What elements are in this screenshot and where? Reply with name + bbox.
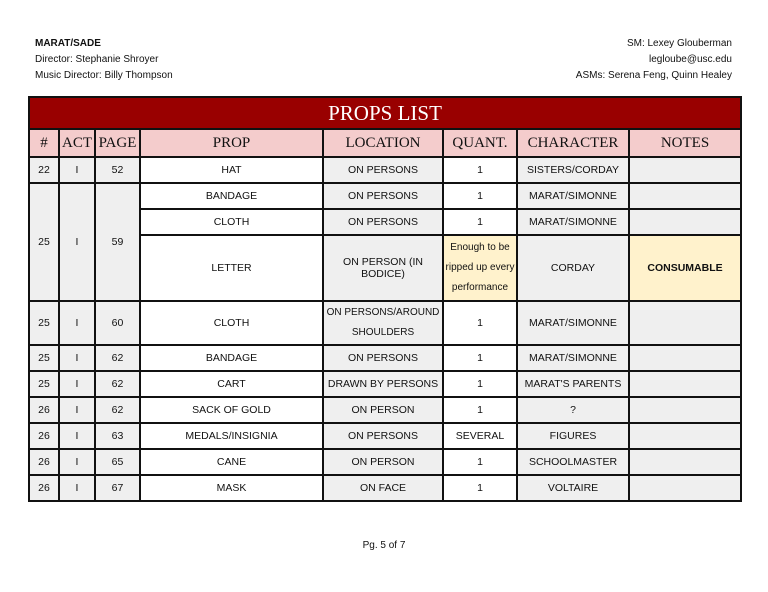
act-cell: I [59,345,95,371]
prop-cell: CLOTH [140,209,323,235]
column-header: CHARACTER [517,129,629,157]
num-cell: 22 [29,157,59,183]
prop-cell: CLOTH [140,301,323,345]
column-header: ACT [59,129,95,157]
quant-cell: 1 [443,397,517,423]
table-row [29,345,741,371]
table-row [29,449,741,475]
table-title: PROPS LIST [29,97,741,129]
column-header: PAGE [95,129,140,157]
column-header: QUANT. [443,129,517,157]
director-line: Director: Stephanie Shroyer [35,54,159,65]
act-cell: I [59,449,95,475]
character-cell: MARAT/SIMONNE [517,345,629,371]
character-cell: MARAT/SIMONNE [517,183,629,209]
page-number: Pg. 5 of 7 [362,540,406,551]
quant-cell: 1 [443,371,517,397]
table-row [29,423,741,449]
quant-cell: 1 [443,345,517,371]
column-header-row [29,129,741,157]
quant-cell: 1 [443,209,517,235]
page-cell: 65 [95,449,140,475]
location-cell: ON FACE [323,475,443,501]
quant-cell: 1 [443,449,517,475]
act-cell: I [59,423,95,449]
prop-cell: SACK OF GOLD [140,397,323,423]
props-table [28,96,742,502]
table-row [29,301,741,345]
character-cell: SISTERS/CORDAY [517,157,629,183]
header-right [576,36,732,84]
notes-cell [629,449,741,475]
num-cell: 25 [29,183,59,301]
column-header: NOTES [629,129,741,157]
notes-cell: CONSUMABLE [629,235,741,301]
header-left [35,36,173,84]
music-director-line: Music Director: Billy Thompson [35,70,173,81]
page-cell: 59 [95,183,140,301]
character-cell: CORDAY [517,235,629,301]
table-row [29,157,741,183]
num-cell: 25 [29,345,59,371]
num-cell: 25 [29,301,59,345]
location-cell: ON PERSON [323,397,443,423]
prop-cell: BANDAGE [140,345,323,371]
character-cell: FIGURES [517,423,629,449]
location-cell: ON PERSONS [323,345,443,371]
num-cell: 26 [29,397,59,423]
num-cell: 26 [29,449,59,475]
notes-cell [629,345,741,371]
page-cell: 52 [95,157,140,183]
character-cell: MARAT/SIMONNE [517,209,629,235]
act-cell: I [59,183,95,301]
prop-cell: LETTER [140,235,323,301]
show-title: MARAT/SADE [35,38,101,49]
page-cell: 60 [95,301,140,345]
notes-cell [629,301,741,345]
quant-cell: SEVERAL [443,423,517,449]
page-cell: 62 [95,345,140,371]
act-cell: I [59,397,95,423]
prop-cell: CANE [140,449,323,475]
character-cell: SCHOOLMASTER [517,449,629,475]
quant-cell: 1 [443,157,517,183]
character-cell: ? [517,397,629,423]
notes-cell [629,157,741,183]
notes-cell [629,397,741,423]
page-cell: 67 [95,475,140,501]
location-cell: DRAWN BY PERSONS [323,371,443,397]
asms-line: ASMs: Serena Feng, Quinn Healey [575,70,732,81]
act-cell: I [59,475,95,501]
table-row [29,371,741,397]
location-cell: ON PERSONS [323,183,443,209]
num-cell: 25 [29,371,59,397]
page-cell: 62 [95,397,140,423]
quant-cell: 1 [443,183,517,209]
location-cell: ON PERSONS [323,157,443,183]
character-cell: MARAT/SIMONNE [517,301,629,345]
character-cell: VOLTAIRE [517,475,629,501]
act-cell: I [59,371,95,397]
notes-cell [629,423,741,449]
location-cell: ON PERSON (IN BODICE) [323,235,443,301]
num-cell: 26 [29,423,59,449]
prop-cell: HAT [140,157,323,183]
location-cell: ON PERSON [323,449,443,475]
column-header: LOCATION [323,129,443,157]
column-header: PROP [140,129,323,157]
page-cell: 62 [95,371,140,397]
location-cell: ON PERSONS [323,423,443,449]
email-link[interactable]: legloube@usc.edu [649,54,732,65]
table-row [29,183,741,209]
notes-cell [629,209,741,235]
location-cell: ON PERSONS/AROUND SHOULDERS [323,301,443,345]
prop-cell: CART [140,371,323,397]
props-table-wrapper [28,96,740,502]
notes-cell [629,371,741,397]
notes-cell [629,475,741,501]
sm-line: SM: Lexey Glouberman [626,38,732,49]
quant-cell: 1 [443,475,517,501]
location-cell: ON PERSONS [323,209,443,235]
act-cell: I [59,157,95,183]
num-cell: 26 [29,475,59,501]
quant-cell: Enough to be ripped up every performance [443,235,517,301]
prop-cell: MASK [140,475,323,501]
character-cell: MARAT'S PARENTS [517,371,629,397]
notes-cell [629,183,741,209]
column-header: # [29,129,59,157]
table-row [29,475,741,501]
page-cell: 63 [95,423,140,449]
table-row [29,397,741,423]
table-title-row [29,97,741,129]
prop-cell: BANDAGE [140,183,323,209]
quant-cell: 1 [443,301,517,345]
prop-cell: MEDALS/INSIGNIA [140,423,323,449]
act-cell: I [59,301,95,345]
